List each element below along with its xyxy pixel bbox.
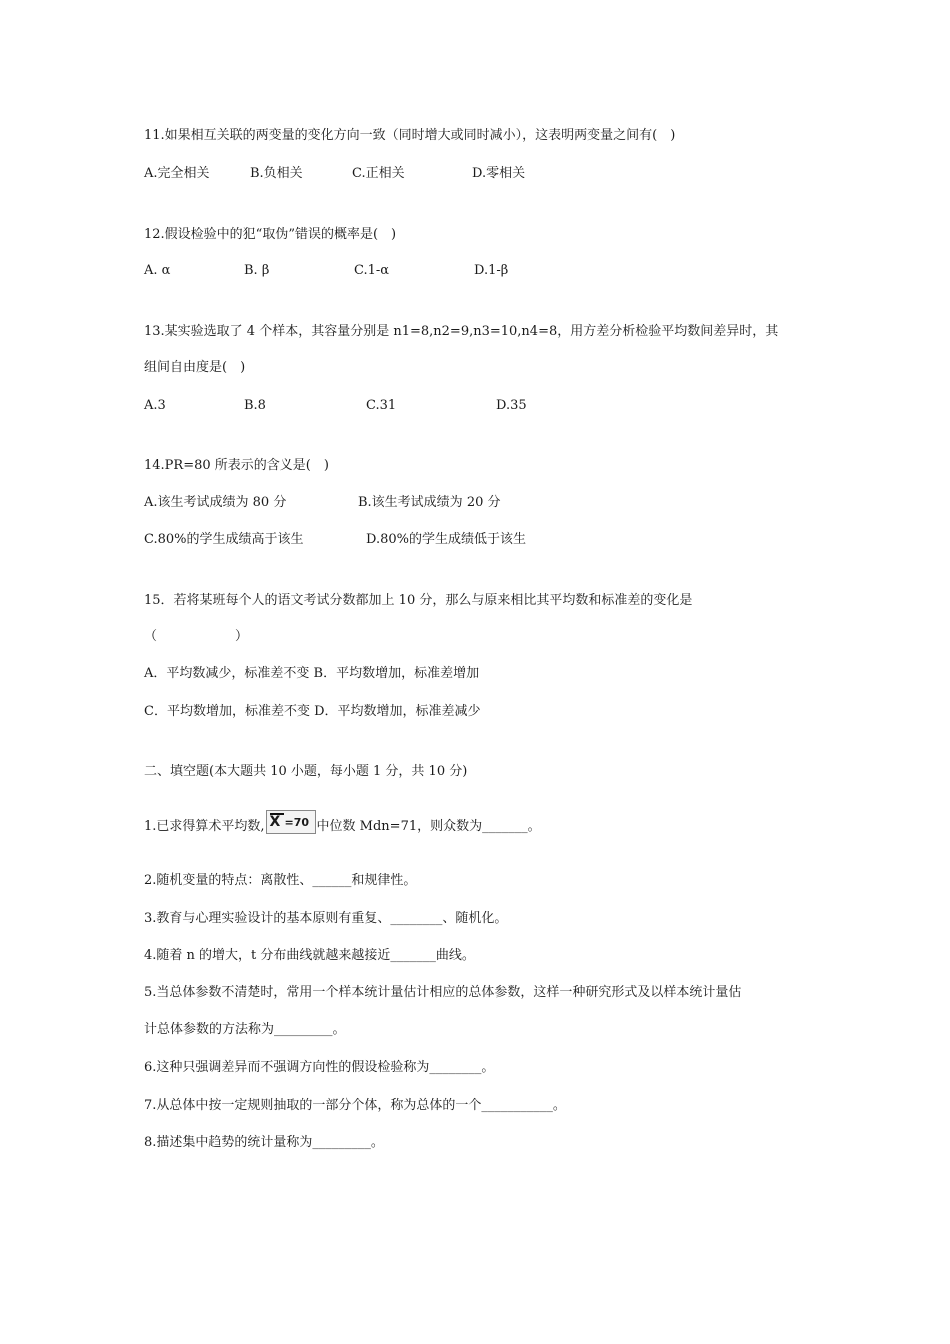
fill-item-6: 6.这种只强调差异而不强调方向性的假设检验称为________。	[144, 1060, 495, 1075]
formula-value: =70	[284, 816, 310, 829]
fill-item-3: 3.教育与心理实验设计的基本原则有重复、________、随机化。	[144, 911, 508, 926]
question-15-stem-line2: （ ）	[144, 629, 249, 644]
fill-item-5-line2: 计总体参数的方法称为_________。	[144, 1022, 346, 1037]
question-15-stem-line1: 15．若将某班每个人的语文考试分数都加上 10 分，那么与原来相比其平均数和标准差的变化是	[144, 593, 693, 608]
formula-symbol: X	[269, 814, 281, 830]
question-13-stem-line2: 组间自由度是( )	[144, 360, 246, 375]
q13-option-b: B.8	[244, 398, 266, 413]
question-12-stem: 12.假设检验中的犯“取伪”错误的概率是( )	[144, 227, 397, 242]
fill-item-1	[144, 810, 541, 835]
fill-item-8: 8.描述集中趋势的统计量称为_________。	[144, 1135, 384, 1150]
q13-option-a: A.3	[144, 398, 166, 413]
question-13-stem-line1: 13.某实验选取了 4 个样本，其容量分别是 n1=8,n2=9,n3=10,n4=8，用方差分析检验平均数间差异时，其	[144, 324, 779, 339]
q11-option-c: C.正相关	[352, 166, 405, 181]
q11-option-a: A.完全相关	[144, 166, 210, 181]
q13-option-c: C.31	[366, 398, 397, 413]
q13-option-d: D.35	[496, 398, 527, 413]
q15-options-line2: C．平均数增加，标准差不变 D．平均数增加，标准差减少	[144, 704, 481, 719]
q14-option-c: C.80%的学生成绩高于该生	[144, 532, 304, 547]
q12-option-b: B. β	[244, 263, 270, 278]
q11-option-b: B.负相关	[250, 166, 303, 181]
fill-item-5-line1: 5.当总体参数不清楚时，常用一个样本统计量估计相应的总体参数，这样一种研究形式及以样本统计量估	[144, 985, 742, 1000]
question-14-stem: 14.PR=80 所表示的含义是( )	[144, 458, 329, 473]
fill-item-1-after: 中位数 Mdn=71，则众数为_______。	[316, 819, 541, 834]
q14-option-a: A.该生考试成绩为 80 分	[144, 495, 287, 510]
section-2-heading: 二、填空题(本大题共 10 小题，每小题 1 分，共 10 分)	[144, 764, 468, 779]
q12-option-a: A. α	[144, 263, 171, 278]
fill-item-1-before: 1.已求得算术平均数,	[144, 819, 265, 834]
question-11-stem: 11.如果相互关联的两变量的变化方向一致（同时增大或同时减小），这表明两变量之间有( )	[144, 128, 676, 143]
mean-formula-image	[266, 810, 316, 834]
fill-item-4: 4.随着 n 的增大，t 分布曲线就越来越接近_______曲线。	[144, 948, 475, 963]
fill-item-2: 2.随机变量的特点：离散性、______和规律性。	[144, 873, 417, 888]
q11-option-d: D.零相关	[472, 166, 526, 181]
q12-option-d: D.1-β	[474, 263, 509, 278]
q14-option-d: D.80%的学生成绩低于该生	[366, 532, 526, 547]
q12-option-c: C.1-α	[354, 263, 390, 278]
fill-item-7: 7.从总体中按一定规则抽取的一部分个体，称为总体的一个___________。	[144, 1098, 566, 1113]
q14-option-b: B.该生考试成绩为 20 分	[358, 495, 501, 510]
q15-options-line1: A．平均数减少，标准差不变 B．平均数增加，标准差增加	[144, 666, 480, 681]
